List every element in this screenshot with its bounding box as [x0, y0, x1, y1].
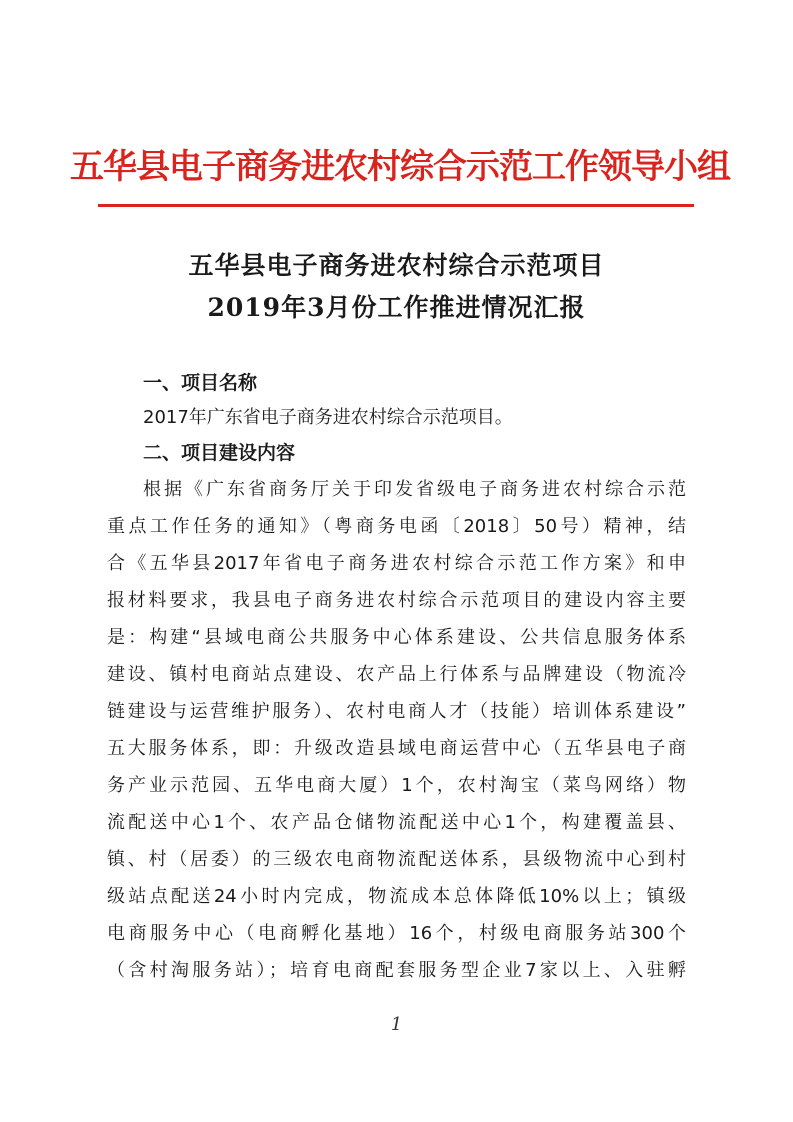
body-line: 镇、村（居委）的三级农电商物流配送体系，县级物流中心到村 — [107, 849, 686, 870]
body-line: 务产业示范园、五华电商大厦）1个，农村淘宝（菜鸟网络）物 — [107, 775, 686, 796]
body-line: 2017年广东省电子商务进农村综合示范项目。 — [143, 407, 513, 428]
section-heading-project-name: 一、项目名称 — [143, 372, 258, 394]
body-line: 建设、镇村电商站点建设、农产品上行体系与品牌建设（物流冷 — [107, 664, 686, 685]
red-divider-rule — [98, 204, 694, 207]
body-line: 级站点配送24小时内完成，物流成本总体降低10%以上；镇级 — [107, 886, 686, 907]
body-line: 报材料要求，我县电子商务进农村综合示范项目的建设内容主要 — [107, 590, 686, 611]
body-line: 合《五华县2017年省电子商务进农村综合示范工作方案》和申 — [107, 553, 686, 574]
body-line: 根据《广东省商务厅关于印发省级电子商务进农村综合示范 — [143, 479, 686, 500]
body-line: （含村淘服务站）；培育电商配套服务型企业7家以上、入驻孵 — [107, 960, 686, 981]
body-line: 流配送中心1个、农产品仓储物流配送中心1个，构建覆盖县、 — [107, 812, 686, 833]
org-header-title: 五华县电子商务进农村综合示范工作领导小组 — [70, 147, 730, 187]
body-line: 重点工作任务的通知》（粤商务电函〔2018〕50号）精神，结 — [107, 516, 686, 537]
body-line: 五大服务体系，即：升级改造县域电商运营中心（五华县电子商 — [107, 738, 686, 759]
document-title-line-2: 2019年3月份工作推进情况汇报 — [207, 293, 586, 322]
body-line: 是：构建“县域电商公共服务中心体系建设、公共信息服务体系 — [107, 627, 686, 648]
body-line: 电商服务中心（电商孵化基地）16个，村级电商服务站300个 — [107, 923, 686, 944]
section-heading-construction-content: 二、项目建设内容 — [143, 442, 296, 464]
page-number: 1 — [390, 1014, 403, 1035]
document-title-line-1: 五华县电子商务进农村综合示范项目 — [188, 251, 605, 280]
body-line: 链建设与运营维护服务）、农村电商人才（技能）培训体系建设” — [107, 701, 686, 722]
